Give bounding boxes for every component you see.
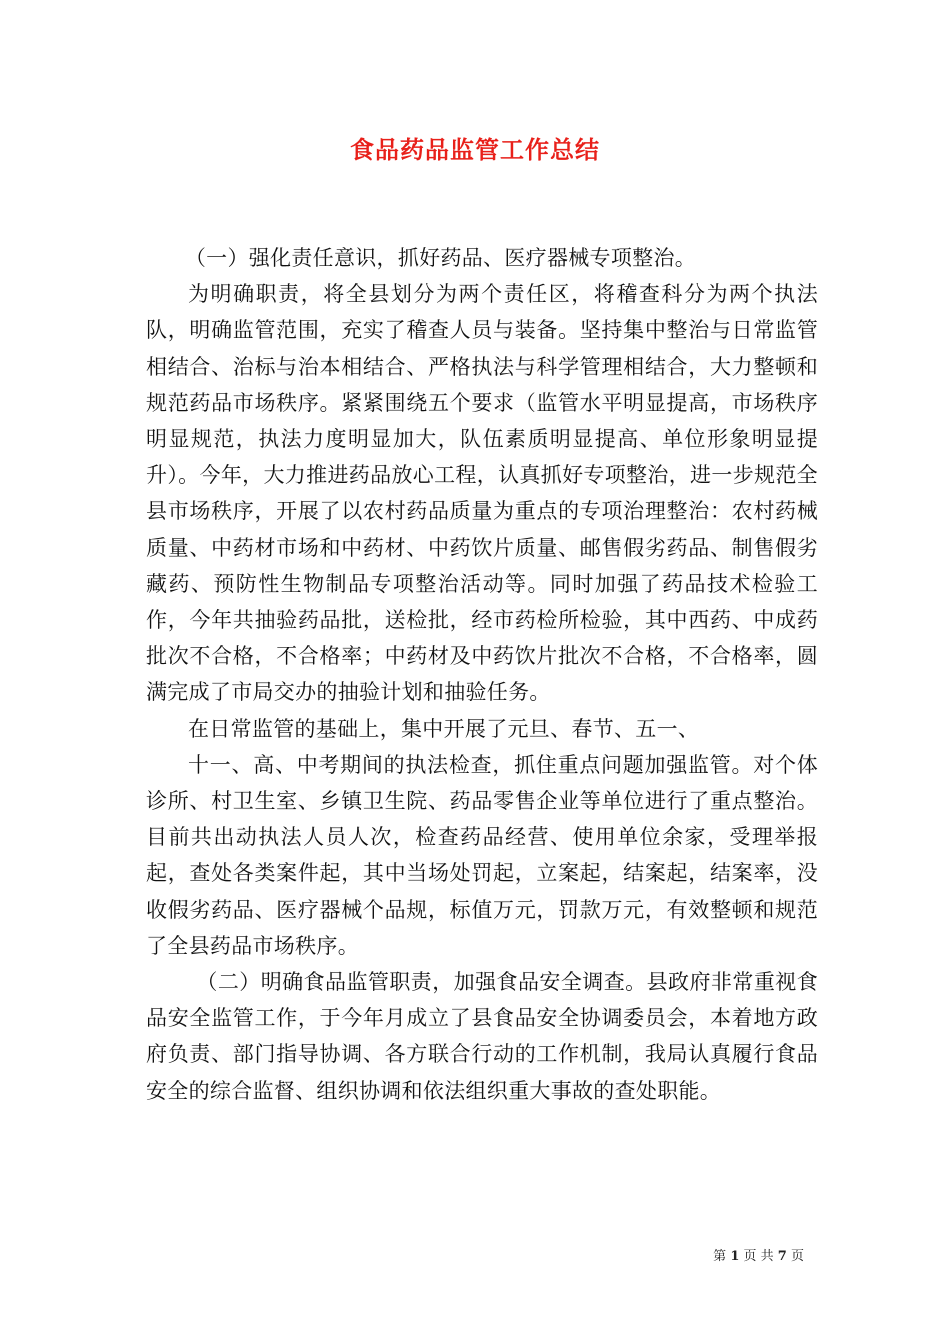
page-mid: 页 共 xyxy=(743,1249,774,1264)
document-title: 食品药品监管工作总结 xyxy=(350,135,600,164)
page-number-footer xyxy=(713,1248,804,1266)
section-heading-2-paragraph: （二）明确食品监管职责，加强食品安全调查。县政府非常重视食品安全监管工作，于今年月成立了县食品安全协调委员会，本着地方政府负责、部门指导协调、各方联合行动的工作机制，我局认真履行食品安全的综合监督、组织协调和依法组织重大事故的查处职能。 xyxy=(146,970,818,1103)
body-paragraph: 为明确职责，将全县划分为两个责任区，将稽查科分为两个执法队，明确监管范围，充实了稽查人员与装备。坚持集中整治与日常监管相结合、治标与治本相结合、严格执法与科学管理相结合，大力整顿和规范药品市场秩序。紧紧围绕五个要求（监管水平明显提高，市场秩序明显规范，执法力度明显加大，队伍素质明显提高、单位形象明显提升）。今年，大力推进药品放心工程，认真抓好专项整治，进一步规范全县市场秩序，开展了以农村药品质量为重点的专项治理整治：农村药械质量、中药材市场和中药材、中药饮片质量、邮售假劣药品、制售假劣藏药、预防性生物制品专项整治活动等。同时加强了药品技术检验工作，今年共抽验药品批，送检批，经市药检所检验，其中西药、中成药批次不合格，不合格率；中药材及中药饮片批次不合格，不合格率，圆满完成了市局交办的抽验计划和抽验任务。 xyxy=(146,282,818,705)
section-heading-1: （一）强化责任意识，抓好药品、医疗器械专项整治。 xyxy=(184,246,697,270)
total-page-number: 7 xyxy=(777,1249,787,1264)
page-suffix: 页 xyxy=(790,1249,804,1264)
current-page-number: 1 xyxy=(730,1249,740,1264)
body-paragraph: 十一、高、中考期间的执法检查，抓住重点问题加强监管。对个体诊所、村卫生室、乡镇卫生院、药品零售企业等单位进行了重点整治。目前共出动执法人员人次，检查药品经营、使用单位余家，受理举报起，查处各类案件起，其中当场处罚起，立案起，结案起，结案率，没收假劣药品、医疗器械个品规，标值万元，罚款万元，有效整顿和规范了全县药品市场秩序。 xyxy=(146,752,818,958)
document-body xyxy=(146,240,818,1109)
page-prefix: 第 xyxy=(713,1249,727,1264)
body-paragraph: 在日常监管的基础上，集中开展了元旦、春节、五一、 xyxy=(188,716,700,741)
